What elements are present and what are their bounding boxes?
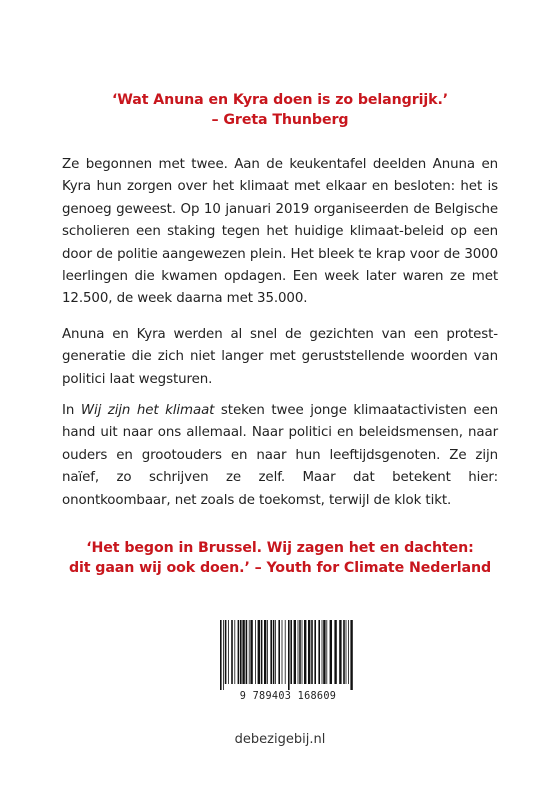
barcode-bar: [308, 620, 310, 684]
barcode-bar: [326, 620, 327, 684]
isbn-barcode: [218, 620, 358, 710]
barcode-bar: [264, 620, 266, 684]
barcode-bar: [343, 620, 345, 684]
blurb-paragraph-3: [62, 400, 498, 512]
barcode-bar: [250, 620, 252, 684]
barcode-bars: [218, 620, 358, 690]
barcode-bar: [348, 620, 349, 684]
barcode-bar: [346, 620, 347, 684]
barcode-bar: [323, 620, 325, 684]
barcode-bar: [223, 620, 224, 690]
barcode-bar: [231, 620, 233, 684]
barcode-bar: [299, 620, 301, 684]
barcode-bar: [322, 620, 323, 684]
blurb-paragraph-1: Ze begonnen met twee. Aan de keukentafel deelden Anuna en Kyra hun zorgen over het klimaat met elkaar en besloten: het is genoeg geweest. Op 10 januari 2019 organiseerden de Belgische scholieren een staking tegen het huidige klimaat-beleid op een door de politie aangewezen plein. Het bleek te krap voor de 3000 leerlingen die kwamen opdagen. Een week later waren ze met 12.500, de week daarna met 35.000.: [62, 157, 498, 307]
barcode-bar: [304, 620, 306, 684]
barcode-bar: [288, 620, 290, 690]
publisher-url: debezigebij.nl: [234, 732, 326, 747]
barcode-bar: [220, 620, 222, 690]
bottom-quote-line-1: ‘Het begon in Brussel. Wij zagen het en dachten:: [86, 540, 474, 556]
barcode-bar: [302, 620, 303, 684]
barcode-bar: [285, 620, 286, 684]
top-quote: [0, 90, 560, 130]
barcode-bar: [330, 620, 332, 684]
barcode-bar: [255, 620, 256, 684]
barcode-bar: [228, 620, 229, 684]
barcode-bar: [273, 620, 275, 684]
barcode-bar: [282, 620, 283, 684]
blurb-paragraph-2: Anuna en Kyra werden al snel de gezichten van een protest-generatie die zich niet langer met geruststellende woorden van politici laat wegsturen.: [62, 327, 498, 387]
barcode-bar: [278, 620, 280, 684]
isbn-number: 9 789403 168609: [239, 691, 337, 702]
barcode-bar: [234, 620, 235, 684]
top-quote-attribution: – Greta Thunberg: [211, 112, 349, 128]
barcode-bar: [225, 620, 227, 684]
barcode-bar: [246, 620, 248, 684]
paragraph-3-prefix: In: [62, 403, 81, 418]
barcode-bar: [249, 620, 250, 684]
barcode-bar: [267, 620, 268, 684]
top-quote-text: ‘Wat Anuna en Kyra doen is zo belangrijk.’: [111, 92, 449, 108]
paragraph-3-rest: steken twee jonge klimaatactivisten een hand uit naar ons allemaal. Naar politici en beleidsmensen, naar ouders en grootouders en naar hun leeftijdsgenoten. Ze zijn naïef, zo schrijven ze zelf. Maar dat betekent hier: onontkoombaar, net zoals de toekomst, terwijl de klok tikt.: [62, 403, 498, 508]
barcode-bar: [275, 620, 276, 684]
barcode-bar: [240, 620, 242, 684]
barcode-bar: [318, 620, 320, 684]
barcode-bar: [294, 620, 296, 684]
barcode-bar: [350, 620, 352, 690]
barcode-bar: [238, 620, 240, 684]
bottom-quote: [0, 538, 560, 578]
barcode-bar: [290, 620, 292, 684]
barcode-bar: [258, 620, 260, 684]
bottom-quote-line-2: dit gaan wij ook doen.’ – Youth for Climate Nederland: [68, 560, 492, 576]
book-title: Wij zijn het klimaat: [80, 403, 215, 418]
barcode-bar: [261, 620, 263, 684]
barcode-bar: [270, 620, 272, 684]
barcode-bar: [242, 620, 244, 684]
barcode-bar: [314, 620, 316, 684]
barcode-bar: [298, 620, 299, 684]
barcode-bar: [339, 620, 341, 684]
barcode-bar: [311, 620, 313, 684]
barcode-bar: [334, 620, 336, 684]
